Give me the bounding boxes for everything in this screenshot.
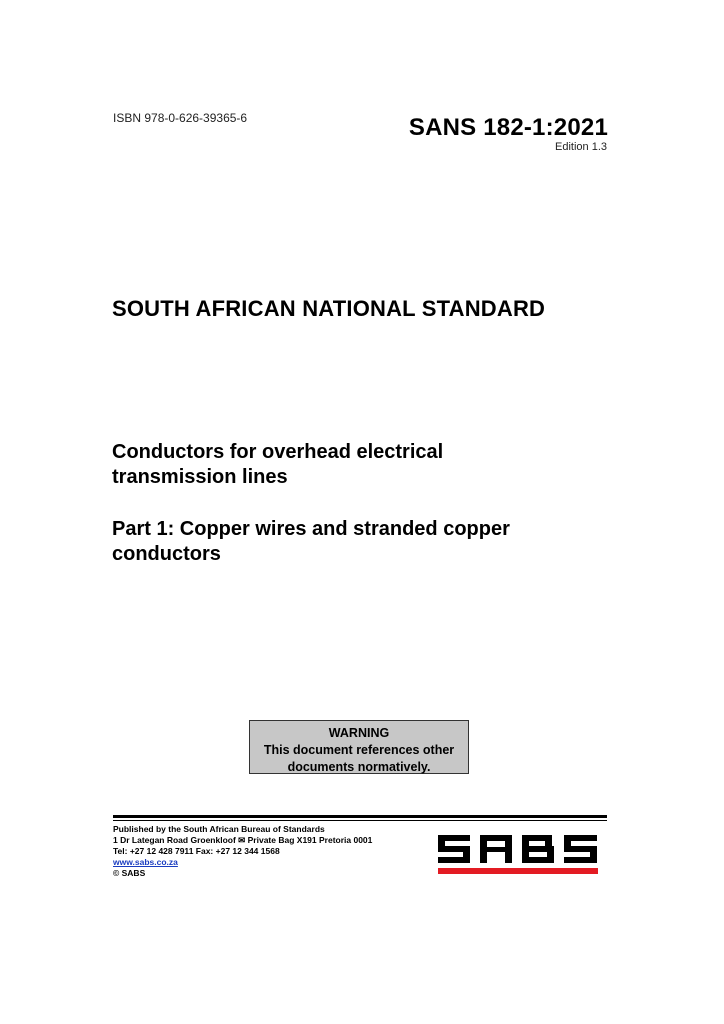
part-title-line: conductors	[112, 543, 221, 565]
title-line: Conductors for overhead electrical	[112, 441, 444, 463]
publisher-info	[113, 824, 372, 879]
title-line: transmission lines	[112, 466, 288, 488]
warning-text: This document references other	[263, 743, 455, 757]
publisher-line: Published by the South African Bureau of Standards	[113, 824, 325, 834]
contact-line: Tel: +27 12 428 7911 Fax: +27 12 344 1568	[113, 846, 280, 856]
edition-label: Edition 1.3	[555, 141, 607, 153]
copyright: © SABS	[113, 868, 146, 878]
warning-title: WARNING	[328, 726, 390, 740]
warning-box	[249, 720, 469, 774]
logo-letter-s	[438, 835, 470, 863]
website-link[interactable]: www.sabs.co.za	[113, 857, 178, 867]
sabs-logo	[438, 835, 600, 875]
divider	[113, 815, 607, 818]
part-title	[112, 517, 592, 567]
logo-letter-s	[564, 835, 597, 863]
logo-letter-a	[480, 835, 512, 863]
isbn: ISBN 978-0-626-39365-6	[113, 111, 248, 125]
logo-letter-b	[522, 835, 554, 863]
address-line: 1 Dr Lategan Road Groenkloof ✉ Private Bag X191 Pretoria 0001	[113, 835, 373, 845]
standard-number: SANS 182-1:2021	[408, 114, 608, 141]
divider	[113, 820, 607, 821]
document-heading: SOUTH AFRICAN NATIONAL STANDARD	[112, 296, 546, 321]
logo-red-bar	[438, 868, 598, 874]
part-title-line: Part 1: Copper wires and stranded copper	[112, 518, 510, 540]
warning-text: documents normatively.	[287, 760, 431, 774]
document-title	[112, 440, 582, 490]
